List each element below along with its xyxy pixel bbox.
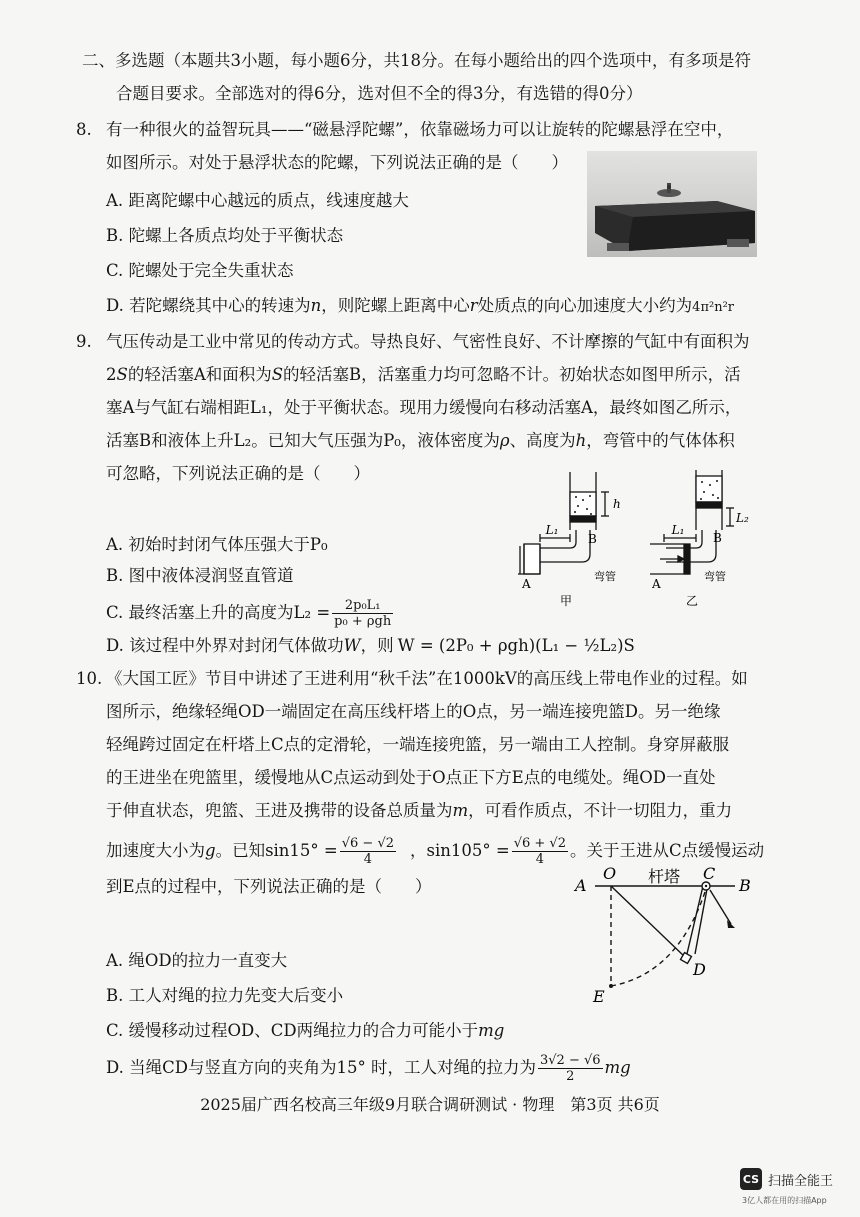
q9-label-jia: 甲 [560, 594, 573, 608]
q9-stem-text1: 气压传动是工业中常见的传动方式。导热良好、气密性良好、不计摩擦的气缸中有面积为 [106, 332, 750, 351]
scanner-app-name: 扫描全能王 [768, 1173, 834, 1189]
q10-stem-line1 [76, 666, 748, 692]
q9-label-b: B [588, 532, 597, 546]
q8-stem-line2: 如图所示。对处于悬浮状态的陀螺，下列说法正确的是（ ） [106, 153, 568, 172]
q9-option-a: A. 初始时封闭气体压强大于P₀ [106, 535, 328, 554]
q9-stem4-c: ，弯管中的气体体积 [586, 431, 735, 450]
q8-option-d [106, 293, 734, 321]
q10-option-d-denominator: 2 [566, 1069, 575, 1084]
q10-stem6-c: ，sin105° = [410, 841, 510, 860]
q9-number: 9. [76, 332, 92, 351]
q10-label-e: E [593, 987, 605, 1006]
q8-number: 8. [76, 120, 92, 139]
q8-option-b: B. 陀螺上各质点均处于平衡状态 [106, 226, 344, 245]
sin105-denominator: 4 [535, 852, 544, 867]
q10-option-a: A. 绳OD的拉力一直变大 [106, 951, 288, 970]
q9-stem-line4 [106, 428, 735, 454]
q9-stem4-a: 活塞B和液体上升L₂。已知大气压强为P₀，液体密度为 [106, 431, 500, 450]
q10-option-d-fraction [538, 1053, 603, 1084]
q10-option-c [106, 1018, 504, 1044]
q10-stem5-m: m [452, 801, 469, 820]
q10-stem-text1: 《大国工匠》节目中讲述了王进利用“秋千法”在1000kV的高压线上带电作业的过程。如 [106, 669, 748, 688]
q9-label-a: A [522, 577, 531, 591]
section-header-line2: 合题目要求。全部选对的得6分，选对但不全的得3分，有选错的得0分） [116, 84, 643, 103]
q9-option-d-text1: D. 该过程中外界对封闭气体做功 [106, 636, 344, 655]
q10-label-tower: 杆塔 [648, 867, 681, 886]
q9-stem2-s1: S [116, 365, 128, 384]
q8-option-a: A. 距离陀螺中心越远的质点，线速度越大 [106, 191, 409, 210]
q10-stem6-b: 。已知sin15° = [215, 841, 338, 860]
q9-label-elbow-yi: 弯管 [704, 570, 726, 583]
q9-figure-jia [518, 472, 609, 574]
page-footer: 2025届广西名校高三年级9月联合调研测试 · 物理 第3页 共6页 [200, 1095, 660, 1114]
q10-stem5-b: ，可看作质点，不计一切阻力，重力 [468, 801, 733, 820]
q9-option-c [106, 598, 395, 629]
scanner-watermark [740, 1168, 833, 1190]
q9-label-elbow: 弯管 [594, 570, 616, 583]
q9-figure-yi [650, 470, 734, 574]
scanner-logo-icon: CS [740, 1168, 762, 1190]
q10-option-d [106, 1053, 631, 1084]
q10-label-b: B [739, 876, 751, 895]
q8-stem-text1: 有一种很火的益智玩具——“磁悬浮陀螺”，依靠磁场力可以让旋转的陀螺悬浮在空中， [106, 120, 734, 139]
q8-option-d-text2: ，则陀螺上距离中心 [321, 296, 470, 315]
q10-stem6-g: g [205, 841, 216, 860]
q10-option-b: B. 工人对绳的拉力先变大后变小 [106, 986, 344, 1005]
q8-option-d-text3: 处质点的向心加速度大小约为 [477, 296, 693, 315]
q10-option-c-mg: mg [478, 1021, 505, 1040]
section-header-line1: 二、多选题（本题共3小题，每小题6分，共18分。在每小题给出的四个选项中，有多项是符 [82, 51, 751, 70]
sin15-denominator: 4 [363, 852, 373, 867]
q9-option-d [106, 633, 635, 659]
q9-stem-line1 [76, 329, 750, 355]
q9-option-c-text: C. 最终活塞上升的高度为L₂ = [106, 603, 331, 622]
q9-option-c-denominator: p₀ + ρgh [334, 614, 392, 629]
q9-stem2-a: 2 [106, 365, 117, 384]
q9-option-b: B. 图中液体浸润竖直管道 [106, 566, 294, 585]
q9-stem4-h: h [575, 431, 587, 450]
q10-stem-line5 [106, 798, 732, 824]
q9-label-l2: L₂ [736, 511, 749, 525]
q10-option-d-numerator: 3√2 − √6 [539, 1053, 601, 1068]
q8-option-d-n: n [310, 296, 322, 315]
q8-option-c: C. 陀螺处于完全失重状态 [106, 261, 294, 280]
levitating-top-photo [587, 151, 757, 257]
sin105-fraction [512, 836, 568, 867]
q9-stem2-s2: S [271, 365, 284, 384]
sin15-fraction [340, 836, 396, 867]
q10-option-d-mg: mg [604, 1058, 631, 1077]
q9-stem2-c: 的轻活塞B，活塞重力均可忽略不计。初始状态如图甲所示，活 [283, 365, 741, 384]
sin15-numerator: √6 − √2 [341, 836, 395, 851]
q9-option-c-numerator: 2p₀L₁ [332, 598, 393, 614]
q9-stem2-b: 的轻活塞A和面积为 [127, 365, 272, 384]
scanner-tagline: 3亿人都在用的扫描App [742, 1196, 827, 1205]
q10-stem6-d: 。关于王进从C点缓慢运动 [570, 841, 765, 860]
q8-option-d-r: r [469, 296, 478, 315]
q9-option-c-fraction [332, 598, 393, 629]
q10-stem5-a: 于伸直状态，兜篮、王进及携带的设备总质量为 [106, 801, 453, 820]
q10-option-c-text: C. 缓慢移动过程OD、CD两绳拉力的合力可能小于 [106, 1021, 479, 1040]
q10-label-a: A [575, 876, 587, 895]
q8-option-d-formula: 4π²n²r [692, 300, 734, 315]
q10-label-d: D [693, 960, 706, 979]
q9-stem4-b: 、高度为 [509, 431, 576, 450]
q9-label-h: h [613, 497, 621, 511]
q10-stem-line3: 轻绳跨过固定在杆塔上C点的定滑轮，一端连接兜篮，另一端由工人控制。身穿屏蔽服 [106, 735, 730, 754]
q10-label-c: C [703, 864, 716, 883]
q8-stem-line1 [76, 117, 733, 143]
q9-label-l1-b: L₁ [671, 523, 685, 537]
q9-cylinder-diagram [510, 470, 760, 620]
q10-number: 10. [76, 669, 103, 688]
q9-option-d-formula: W = (2P₀ + ρgh)(L₁ − ½L₂)S [397, 636, 635, 655]
q9-option-d-text2: ，则 [360, 636, 394, 655]
q8-option-d-text1: D. 若陀螺绕其中心的转速为 [106, 296, 311, 315]
q9-stem4-rho: ρ [499, 431, 510, 450]
q9-stem-line2 [106, 362, 741, 388]
q10-swing-diagram [565, 862, 765, 1022]
q10-stem6-a: 加速度大小为 [106, 841, 205, 860]
q9-option-d-w: W [343, 636, 361, 655]
q9-stem-line5: 可忽略，下列说法正确的是（ ） [106, 464, 370, 483]
q10-stem-line2: 图所示，绝缘轻绳OD一端固定在高压线杆塔上的O点，另一端连接兜篮D。另一绝缘 [106, 702, 721, 721]
q10-stem-line4: 的王进坐在兜篮里，缓慢地从C点运动到处于O点正下方E点的电缆处。绳OD一直处 [106, 768, 716, 787]
q9-label-l1: L₁ [545, 523, 559, 537]
q10-stem-line7: 到E点的过程中，下列说法正确的是（ ） [106, 877, 432, 896]
q10-label-o: O [603, 864, 617, 883]
q9-label-b-yi: B [713, 531, 722, 545]
q9-label-yi: 乙 [686, 594, 699, 608]
q9-stem-line3: 塞A与气缸右端相距L₁，处于平衡状态。现用力缓慢向右移动活塞A，最终如图乙所示， [106, 398, 742, 417]
q10-option-d-text: D. 当绳CD与竖直方向的夹角为15° 时，工人对绳的拉力为 [106, 1058, 536, 1077]
q9-label-a-yi: A [652, 577, 661, 591]
sin105-numerator: √6 + √2 [513, 836, 566, 851]
